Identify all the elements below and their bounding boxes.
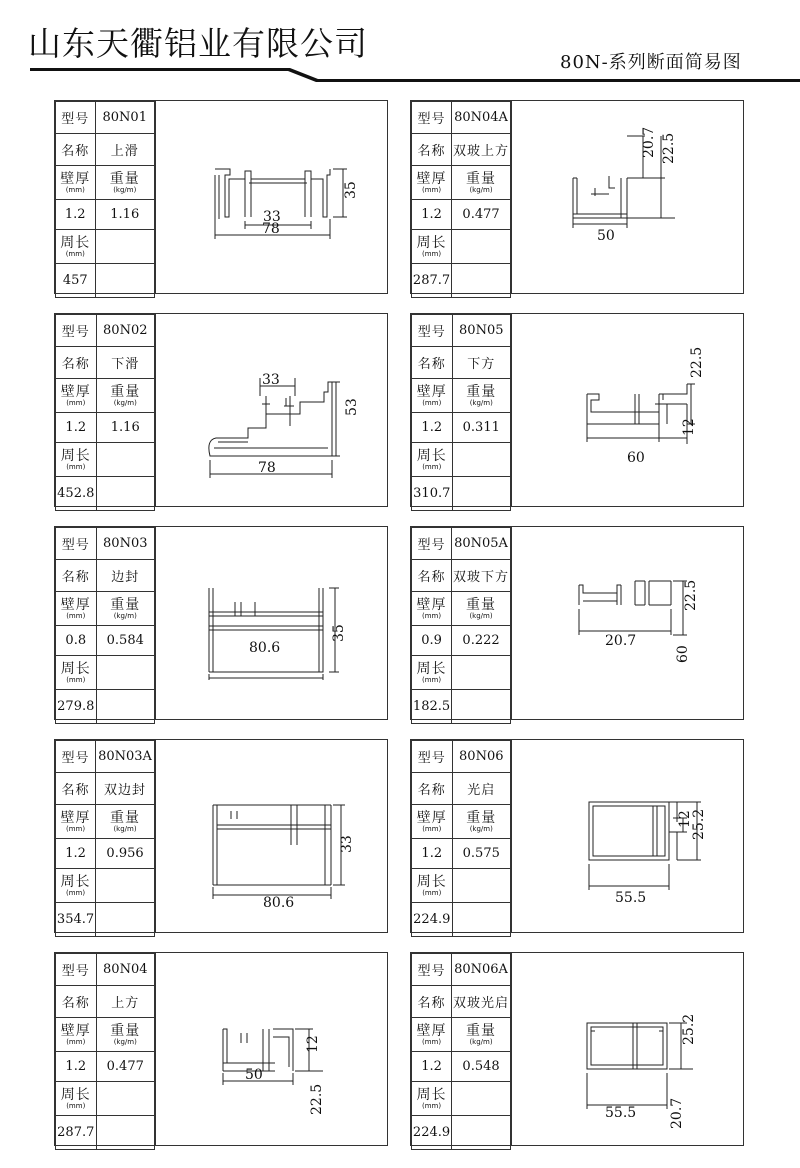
profile-card [410,526,744,720]
dim-height-a: 12 [305,1035,321,1053]
weight-label: 重量 [110,596,141,613]
name-value: 下滑 [96,347,154,379]
name-value: 双玻光启 [452,986,511,1018]
wall-value: 0.8 [56,626,97,656]
dim-height-a: 22.5 [689,346,705,378]
spec-table [55,740,155,937]
profile-card [410,100,744,294]
dim-height-b: 12 [681,418,697,436]
perimeter-label: 周长 [416,447,447,464]
weight-unit: (kg/m) [113,1037,137,1046]
wall-unit: (mm) [422,824,442,833]
name-value: 上方 [96,986,154,1018]
weight-value: 0.548 [452,1052,511,1082]
page-subtitle: 80N-系列断面简易图 [560,52,742,73]
name-value: 双玻上方 [452,134,511,166]
wall-unit: (mm) [422,398,442,407]
perimeter-label: 周长 [416,873,447,890]
wall-label: 壁厚 [416,383,447,400]
weight-value: 1.16 [95,200,154,230]
wall-value: 0.9 [412,626,452,656]
name-value: 双边封 [96,773,155,805]
upper-slide-profile-icon [205,159,359,239]
double-glass-sash-profile-icon [577,1011,747,1129]
dim-top: 33 [262,372,280,388]
dim-width: 20.7 [605,633,637,649]
weight-label: 重量 [110,809,141,826]
profile-card [54,100,388,294]
model-label: 型号 [56,528,97,560]
weight-value: 0.222 [452,626,511,656]
wall-value: 1.2 [56,1052,97,1082]
weight-label: 重量 [109,170,140,187]
perimeter-unit: (mm) [422,888,442,897]
top-profile-icon [217,1023,387,1133]
spec-table [55,101,155,298]
wall-label: 壁厚 [416,170,447,187]
perimeter-label: 周长 [416,660,447,677]
weight-value: 0.311 [452,413,510,443]
model-value: 80N06A [452,954,511,986]
dim-height: 33 [339,835,355,853]
weight-value: 0.575 [452,839,510,869]
perimeter-unit: (mm) [65,249,85,258]
double-side-seal-profile-icon [205,795,385,911]
weight-label: 重量 [466,383,497,400]
model-value: 80N05A [452,528,511,560]
perimeter-value: 354.7 [56,903,96,937]
wall-label: 壁厚 [60,596,91,613]
model-label: 型号 [56,315,97,347]
profile-card [410,313,744,507]
wall-value: 1.2 [56,413,97,443]
weight-label: 重量 [466,809,497,826]
weight-unit: (kg/m) [113,611,137,620]
profile-card [54,739,388,933]
perimeter-label: 周长 [60,1086,91,1103]
dim-height-b: 25.2 [691,808,707,840]
perimeter-unit: (mm) [421,1101,442,1110]
name-value: 光启 [452,773,510,805]
dim-height-a: 22.5 [683,579,699,611]
dim-width-inner: 33 [263,209,281,225]
wall-unit: (mm) [66,611,86,620]
spec-table [411,527,511,724]
model-label: 型号 [56,102,96,134]
model-label: 型号 [412,954,452,986]
weight-unit: (kg/m) [469,611,493,620]
wall-unit: (mm) [66,1037,86,1046]
dim-height-a: 25.2 [681,1013,697,1045]
dim-height-b: 22.5 [661,132,677,164]
wall-value: 1.2 [412,1052,452,1082]
dim-width: 80.6 [263,895,295,911]
spec-table [411,953,511,1150]
perimeter-label: 周长 [416,1086,447,1103]
double-glass-top-profile-icon [565,126,745,244]
perimeter-unit: (mm) [66,462,86,471]
dim-height-a: 12 [677,810,693,828]
wall-label: 壁厚 [60,1022,91,1039]
wall-unit: (mm) [65,824,86,833]
wall-label: 壁厚 [416,596,447,613]
model-label: 型号 [412,315,453,347]
model-value: 80N03A [96,741,155,773]
model-label: 型号 [56,954,97,986]
name-label: 名称 [56,347,97,379]
dim-width: 55.5 [605,1105,637,1121]
spec-table [411,740,511,937]
name-label: 名称 [56,986,97,1018]
name-label: 名称 [412,986,452,1018]
lower-slide-profile-icon [200,356,370,476]
name-label: 名称 [56,560,97,592]
name-value: 上滑 [95,134,154,166]
dim-width: 80.6 [249,640,281,656]
profile-card [54,526,388,720]
perimeter-unit: (mm) [66,1101,86,1110]
name-label: 名称 [412,347,453,379]
perimeter-unit: (mm) [421,675,442,684]
wall-value: 1.2 [412,839,453,869]
model-label: 型号 [56,741,96,773]
wall-value: 1.2 [412,413,453,443]
wall-value: 1.2 [56,839,96,869]
perimeter-value: 224.9 [412,1116,452,1150]
dim-width: 55.5 [615,890,647,906]
dim-height: 53 [344,398,360,416]
dim-height-b: 60 [675,645,691,663]
weight-value: 0.477 [96,1052,154,1082]
name-value: 边封 [96,560,154,592]
weight-unit: (kg/m) [113,398,137,407]
perimeter-label: 周长 [416,234,447,251]
wall-value: 1.2 [412,200,452,230]
weight-value: 1.16 [96,413,154,443]
model-value: 80N02 [96,315,154,347]
profile-card [54,952,388,1146]
dim-height: 35 [331,624,347,642]
weight-unit: (kg/m) [469,1037,493,1046]
double-glass-bottom-profile-icon [569,565,749,665]
perimeter-value: 310.7 [412,477,453,511]
spec-table [55,953,155,1150]
weight-value: 0.584 [96,626,154,656]
dim-width: 78 [258,460,276,476]
perimeter-label: 周长 [60,873,91,890]
dim-height-b: 22.5 [309,1083,325,1115]
dim-width: 50 [245,1067,263,1083]
wall-label: 壁厚 [416,809,447,826]
wall-unit: (mm) [66,398,86,407]
dim-height-a: 20.7 [641,126,657,158]
perimeter-label: 周长 [60,660,91,677]
name-label: 名称 [412,560,452,592]
name-label: 名称 [56,773,96,805]
model-label: 型号 [412,528,452,560]
spec-table [411,314,511,511]
weight-value: 0.956 [96,839,155,869]
weight-label: 重量 [466,1022,497,1039]
wall-label: 壁厚 [60,809,91,826]
wall-unit: (mm) [65,185,85,194]
weight-unit: (kg/m) [113,824,137,833]
weight-unit: (kg/m) [469,824,493,833]
weight-unit: (kg/m) [469,398,493,407]
wall-unit: (mm) [421,611,442,620]
weight-unit: (kg/m) [113,185,137,194]
model-value: 80N04A [452,102,511,134]
name-label: 名称 [56,134,96,166]
weight-label: 重量 [110,383,141,400]
wall-label: 壁厚 [416,1022,447,1039]
weight-unit: (kg/m) [469,185,493,194]
perimeter-value: 287.7 [412,264,452,298]
name-value: 双玻下方 [452,560,511,592]
dim-height-b: 20.7 [669,1097,685,1129]
spec-table [411,101,511,298]
model-value: 80N06 [452,741,510,773]
perimeter-label: 周长 [60,234,91,251]
weight-label: 重量 [466,170,497,187]
company-name: 山东天衢铝业有限公司 [28,24,368,63]
model-value: 80N04 [96,954,154,986]
dim-width: 50 [597,228,615,244]
dim-width-total: 78 [262,221,280,237]
wall-label: 壁厚 [60,170,91,187]
side-seal-profile-icon [205,582,365,682]
weight-label: 重量 [466,596,497,613]
weight-value: 0.477 [452,200,511,230]
spec-table [55,527,155,724]
name-label: 名称 [412,773,453,805]
wall-unit: (mm) [421,1037,442,1046]
wall-unit: (mm) [421,185,442,194]
profile-card [410,739,744,933]
perimeter-unit: (mm) [421,249,442,258]
name-label: 名称 [412,134,452,166]
perimeter-value: 182.5 [412,690,452,724]
model-value: 80N01 [95,102,154,134]
profile-card [410,952,744,1146]
perimeter-value: 452.8 [56,477,97,511]
model-label: 型号 [412,102,452,134]
perimeter-value: 224.9 [412,903,453,937]
perimeter-value: 457 [56,264,96,298]
wall-value: 1.2 [56,200,96,230]
dim-width: 60 [627,450,645,466]
perimeter-label: 周长 [60,447,91,464]
perimeter-unit: (mm) [422,462,442,471]
perimeter-value: 279.8 [56,690,97,724]
model-value: 80N03 [96,528,154,560]
wall-label: 壁厚 [60,383,91,400]
perimeter-unit: (mm) [65,888,86,897]
plain-sash-profile-icon [579,792,739,906]
spec-table [55,314,155,511]
weight-label: 重量 [110,1022,141,1039]
profile-card [54,313,388,507]
dim-height: 35 [343,181,359,199]
perimeter-value: 287.7 [56,1116,97,1150]
bottom-profile-icon [577,344,737,466]
model-label: 型号 [412,741,453,773]
name-value: 下方 [452,347,510,379]
perimeter-unit: (mm) [66,675,86,684]
model-value: 80N05 [452,315,510,347]
